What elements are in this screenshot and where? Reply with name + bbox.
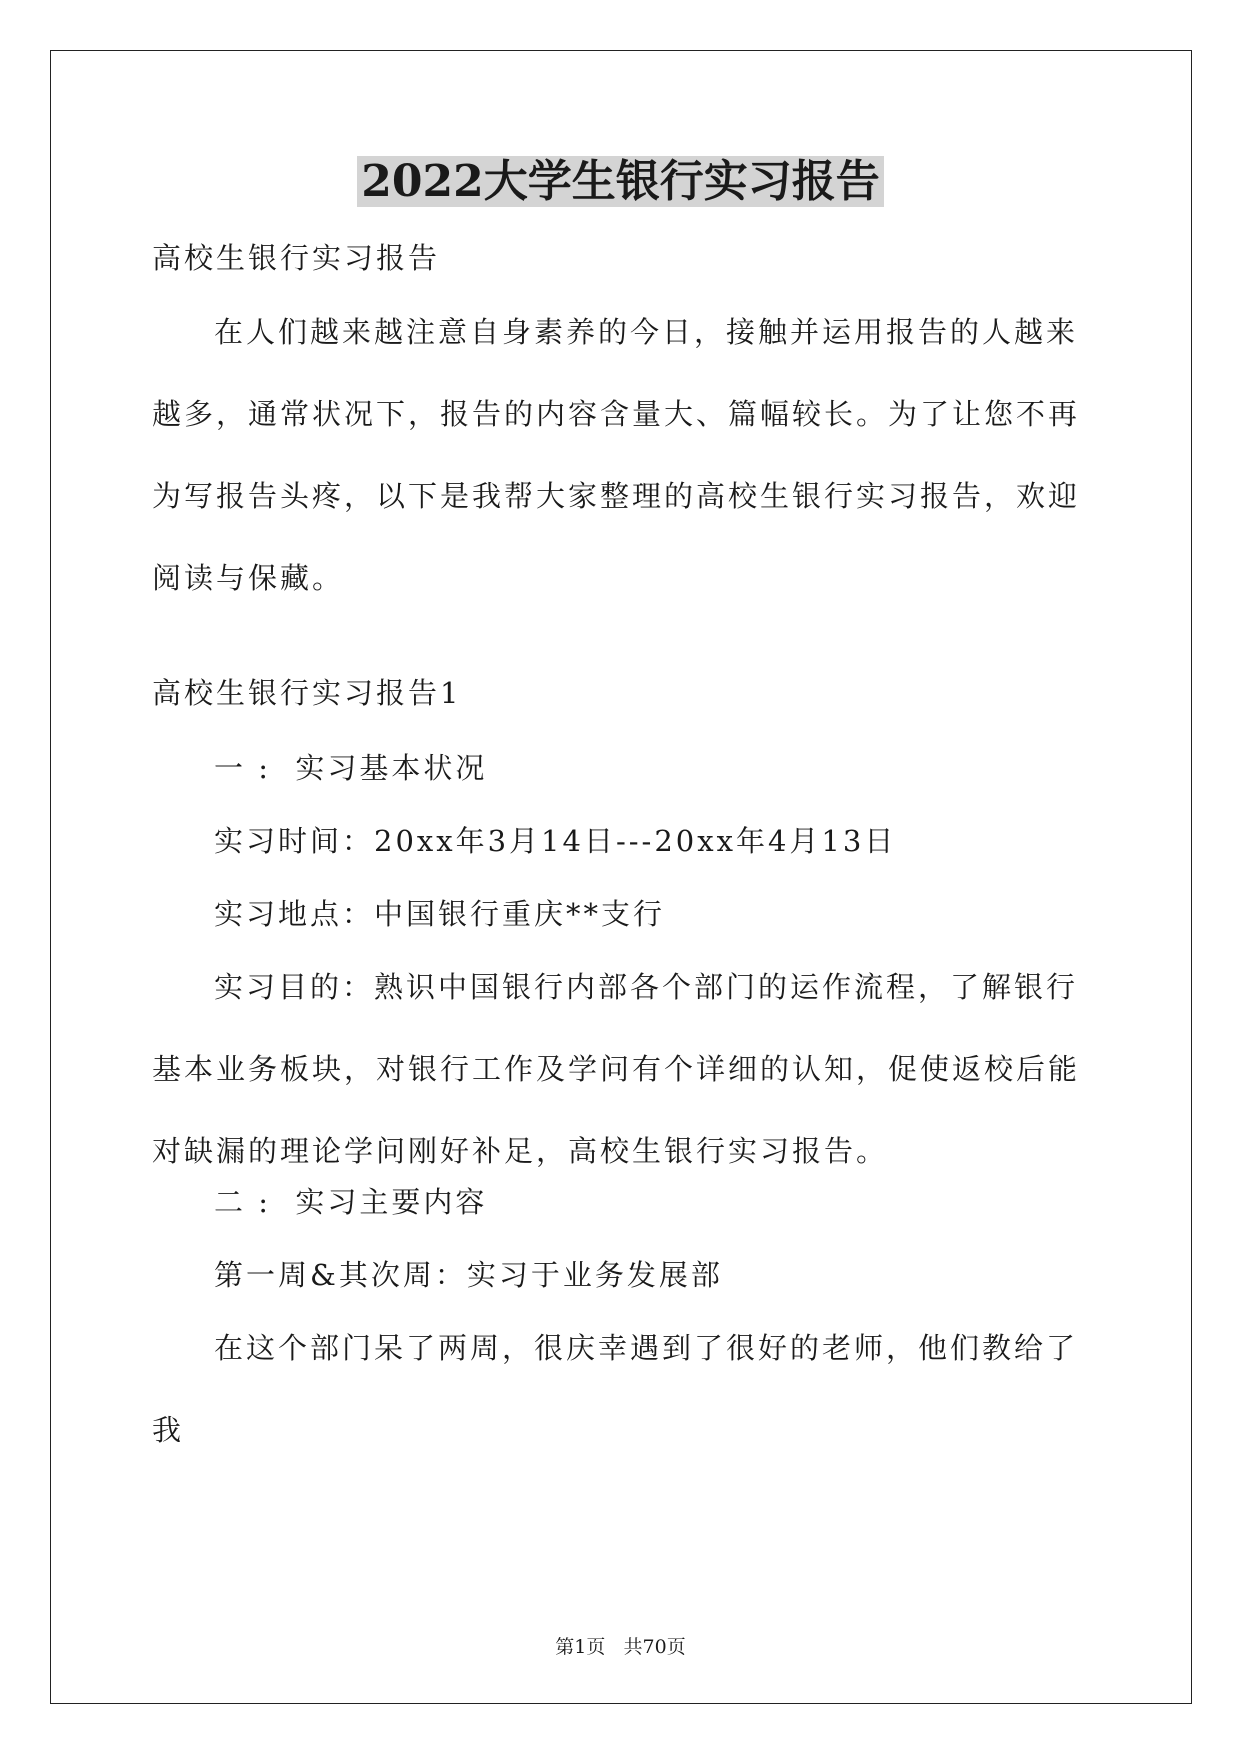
page-number: 第1页 bbox=[555, 1636, 606, 1658]
week-heading: 第一周&其次周：实习于业务发展部 bbox=[214, 1258, 723, 1292]
section-heading: 高校生银行实习报告1 bbox=[152, 676, 462, 710]
page-total: 共70页 bbox=[623, 1636, 686, 1658]
subtitle: 高校生银行实习报告 bbox=[152, 241, 441, 275]
document-title-text: 2022大学生银行实习报告 bbox=[357, 156, 883, 207]
week-paragraph: 在这个部门呆了两周，很庆幸遇到了很好的老师，他们教给了我 bbox=[152, 1331, 1079, 1447]
internship-location: 实习地点：中国银行重庆**支行 bbox=[214, 897, 666, 931]
intro-paragraph: 在人们越来越注意自身素养的今日，接触并运用报告的人越来越多，通常状况下，报告的内容含量大、篇幅较长。为了让您不再为写报告头疼，以下是我帮大家整理的高校生银行实习报告，欢迎阅读与保藏。 bbox=[152, 315, 1081, 595]
part2-heading: 二 : 实习主要内容 bbox=[214, 1185, 488, 1219]
page-footer bbox=[0, 1633, 1241, 1661]
part1-heading: 一 : 实习基本状况 bbox=[214, 751, 488, 785]
internship-time: 实习时间：20xx年3月14日---20xx年4月13日 bbox=[214, 824, 897, 858]
document-title bbox=[0, 152, 1241, 212]
internship-purpose: 实习目的：熟识中国银行内部各个部门的运作流程，了解银行基本业务板块，对银行工作及学问有个详细的认知，促使返校后能对缺漏的理论学问刚好补足，高校生银行实习报告。 bbox=[152, 970, 1081, 1168]
